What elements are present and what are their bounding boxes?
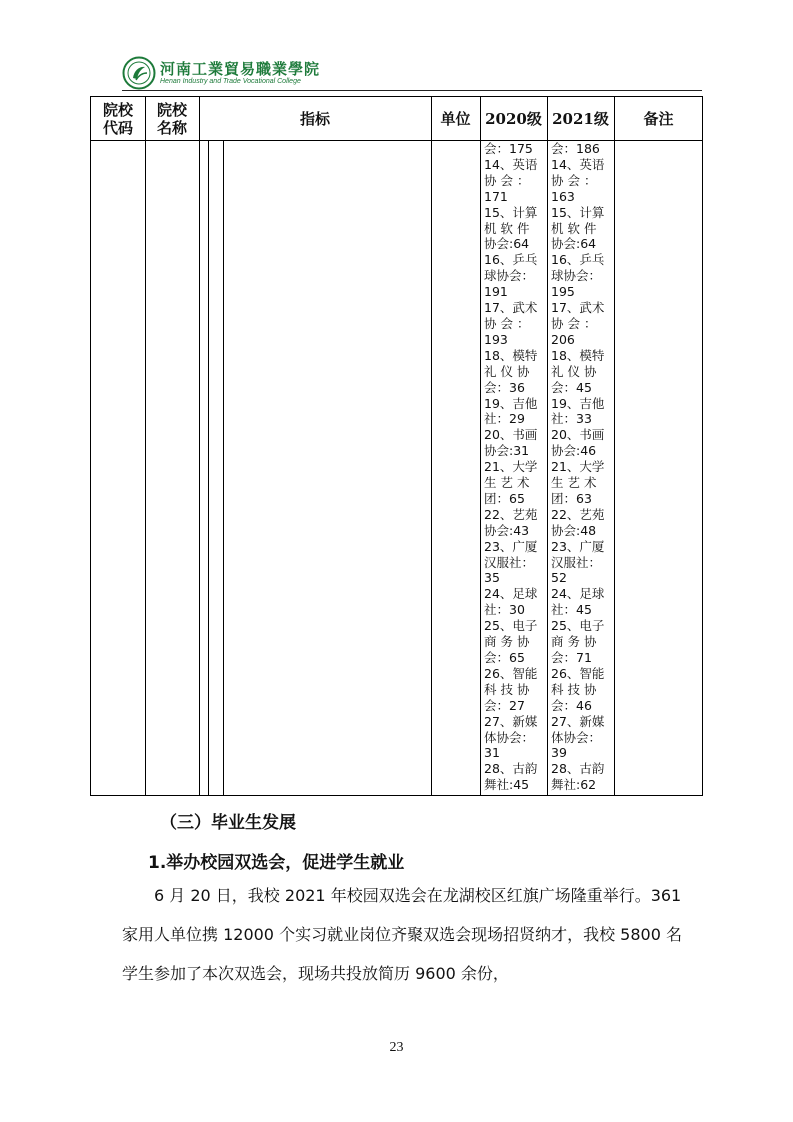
cell-line: 16、乒乓 [484,252,538,268]
cell-line: 16、乒乓 [551,252,605,268]
cell-line: 协 会 ： [551,172,597,188]
cell-line: 会：45 [551,379,592,395]
col-divider [480,97,481,795]
cell-line: 协会:43 [484,522,530,538]
header-unit: 单位 [440,109,471,128]
cell-line: 团：63 [551,490,592,506]
cell-line: 17、武术 [551,300,605,316]
cell-line: 体协会： [551,729,602,745]
cell-line: 28、古韵 [551,761,605,777]
cell-line: 26、智能 [551,665,605,681]
cell-line: 会：36 [484,379,525,395]
cell-line: 舞社:62 [551,777,597,793]
cell-line: 195 [551,284,575,300]
cell-line: 会：186 [551,141,600,156]
header-text: 院校 [156,100,187,119]
cell-line: 科 技 协 [484,681,530,697]
cell-line: 商 务 协 [484,634,530,650]
col-divider [547,97,548,795]
cell-line: 球协会： [551,268,602,284]
section-subheading: 1.举办校园双选会，促进学生就业 [148,853,405,873]
cell-line: 会：27 [484,697,525,713]
cell-line: 22、艺苑 [551,506,605,522]
col-divider [431,97,432,795]
body-paragraph [122,876,687,993]
cell-line: 礼 仪 协 [551,363,597,379]
cell-line: 26、智能 [484,665,538,681]
cell-line: 生 艺 术 [484,475,530,491]
cell-line: 商 务 协 [551,634,597,650]
school-name-cn: 河南工業貿易職業學院 [160,60,321,78]
cell-line: 球协会： [484,268,535,284]
cell-line: 体协会： [484,729,535,745]
cell-line: 汉服社： [484,554,535,570]
cell-line: 机 软 件 [484,220,530,236]
cell-line: 24、足球 [484,586,538,602]
header-2021: 2021级 [552,109,609,128]
header-rule [122,90,702,91]
col-divider [199,97,200,795]
cell-line: 24、足球 [551,586,605,602]
cell-line: 会：71 [551,650,592,665]
cell-line: 协会:64 [484,236,530,252]
cell-line: 35 [484,570,500,586]
cell-line: 193 [484,331,508,347]
cell-line: 14、英语 [551,156,605,172]
sub-col-divider [223,140,224,795]
header-school-code [91,97,145,140]
cell-line: 14、英语 [484,156,538,172]
cell-line: 39 [551,745,567,761]
paragraph-text: 6 月 20 日，我校 2021 年校园双选会在龙湖校区红旗广场隆重举行。361 家用人单位携 12000 个实习就业岗位齐聚双选会现场招贤纳才，我校 5800 名学生参加了本次双选会，现场共投放简历 9600 余份， [122,886,682,983]
cell-line: 社：33 [551,411,592,427]
cell-line: 20、书画 [551,427,605,443]
cell-line: 22、艺苑 [484,506,538,522]
cell-line: 会：46 [551,697,592,713]
cell-line: 25、电子 [551,618,605,634]
header-text: 代码 [102,118,133,137]
cell-line: 15、计算 [484,204,538,220]
cell-line: 社：45 [551,602,592,618]
cell-line: 23、广厦 [484,538,538,554]
cell-line: 19、吉他 [551,395,605,411]
cell-line: 25、电子 [484,618,538,634]
cell-line: 协会:64 [551,236,597,252]
cell-line: 团：65 [484,490,525,506]
cell-line: 171 [484,188,508,204]
col-divider [145,97,146,795]
cell-line: 19、吉他 [484,395,538,411]
cell-line: 163 [551,188,575,204]
column-2020-values [484,141,544,793]
cell-line: 礼 仪 协 [484,363,530,379]
cell-line: 31 [484,745,500,761]
cell-line: 协 会 ： [484,172,530,188]
cell-line: 52 [551,570,567,586]
header-2020: 2020级 [485,109,542,128]
cell-line: 机 软 件 [551,220,597,236]
cell-line: 协 会 ： [484,315,530,331]
cell-line: 社：29 [484,411,525,427]
cell-line: 206 [551,331,575,347]
header-remark: 备注 [643,109,674,128]
cell-line: 协会:48 [551,522,597,538]
school-emblem-icon [122,56,156,90]
cell-line: 科 技 协 [551,681,597,697]
sub-col-divider [208,140,209,795]
cell-line: 会：65 [484,650,525,665]
cell-line: 舞社:45 [484,777,530,793]
school-name-en: Henan Industry and Trade Vocational College [160,78,301,85]
header-text: 名称 [156,118,187,137]
cell-line: 21、大学 [484,459,538,475]
cell-line: 17、武术 [484,300,538,316]
cell-line: 协 会 ： [551,315,597,331]
cell-line: 协会:31 [484,443,530,459]
header-indicator: 指标 [299,109,330,128]
page-number: 23 [389,1040,404,1055]
cell-line: 27、新媒 [484,713,538,729]
cell-line: 21、大学 [551,459,605,475]
cell-line: 生 艺 术 [551,475,597,491]
cell-line: 15、计算 [551,204,605,220]
col-divider [614,97,615,795]
cell-line: 23、广厦 [551,538,605,554]
cell-line: 协会:46 [551,443,597,459]
header-text: 院校 [102,100,133,119]
column-2021-values [551,141,611,793]
cell-line: 20、书画 [484,427,538,443]
header-school-name [145,97,199,140]
cell-line: 27、新媒 [551,713,605,729]
cell-line: 会：175 [484,141,533,156]
indicator-table [90,96,703,796]
cell-line: 191 [484,284,508,300]
cell-line: 社：30 [484,602,525,618]
cell-line: 18、模特 [484,347,538,363]
cell-line: 28、古韵 [484,761,538,777]
cell-line: 18、模特 [551,347,605,363]
section-heading: （三）毕业生发展 [160,813,296,833]
cell-line: 汉服社： [551,554,602,570]
